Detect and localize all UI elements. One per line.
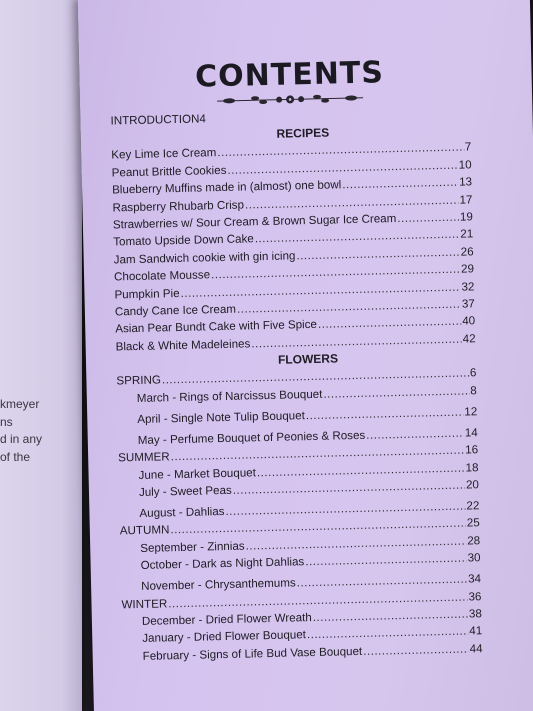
toc-entry-label: September - Zinnias — [140, 539, 245, 555]
toc-entry-label: Raspberry Rhubarb Crisp — [112, 198, 245, 215]
toc-entry-page: 34 — [467, 572, 482, 586]
toc-entry-page: 17 — [459, 192, 473, 207]
section-heading-flowers: FLOWERS — [277, 351, 339, 367]
dot-leader — [323, 382, 469, 403]
table-of-contents — [110, 104, 482, 665]
left-fragment-line: of the — [0, 449, 31, 464]
toc-entry-page: 22 — [466, 499, 480, 513]
toc-entry-label: Jam Sandwich cookie with gin icing — [113, 249, 296, 267]
toc-entry-label: Asian Pear Bundt Cake with Five Spice — [115, 318, 318, 336]
toc-entry-label: January - Dried Flower Bouquet — [142, 628, 307, 646]
toc-entry-page: 4 — [199, 112, 207, 126]
toc-entry-page: 44 — [469, 641, 483, 656]
toc-entry-page: 36 — [468, 589, 482, 604]
toc-entry-page: 10 — [458, 158, 472, 172]
toc-entry-label: Key Lime Ice Cream — [111, 146, 217, 162]
dot-leader — [366, 424, 464, 444]
toc-entry-page: 21 — [460, 227, 474, 241]
toc-entry-page: 32 — [461, 279, 475, 294]
toc-entry-page: 6 — [469, 366, 477, 380]
page-title: CONTENTS — [194, 55, 385, 95]
toc-entry-page: 42 — [462, 331, 476, 346]
toc-entry-label: Peanut Brittle Cookies — [111, 163, 227, 180]
toc-entry-page: 13 — [458, 175, 473, 189]
toc-entry-label: SPRING — [116, 373, 162, 388]
contents-page — [78, 0, 533, 711]
left-page — [0, 0, 82, 711]
toc-entry-label: May - Perfume Bouquet of Peonies & Roses — [137, 428, 366, 447]
toc-entry-label: Tomato Upside Down Cake — [113, 232, 254, 249]
left-fragment-line: kmeyer — [0, 397, 40, 411]
toc-entry-label: Chocolate Mousse — [113, 268, 211, 284]
left-page-text-fragment — [0, 396, 80, 466]
toc-entry-label: Candy Cane Ice Cream — [114, 302, 237, 319]
contents-body — [109, 54, 483, 665]
toc-entry-page: 37 — [461, 297, 475, 311]
toc-entry-page: 14 — [464, 426, 478, 440]
dot-leader — [397, 209, 459, 228]
left-fragment-line: ns — [0, 414, 13, 429]
toc-entry-page: 38 — [468, 607, 482, 621]
toc-entry-page: 16 — [465, 443, 479, 457]
toc-entry-page: 7 — [464, 140, 472, 154]
toc-entry-page: 12 — [464, 405, 478, 419]
toc-entry-label: Pumpkin Pie — [114, 286, 180, 301]
toc-entry-label: October - Dark as Night Dahlias — [140, 555, 305, 573]
left-fragment-line: d in any — [0, 432, 43, 446]
toc-entry-label: November - Chrysanthemums — [140, 576, 296, 594]
toc-entry-page: 28 — [467, 534, 481, 548]
toc-entry-label: March - Rings of Narcissus Bouquet — [136, 387, 323, 405]
toc-entry-page: 25 — [466, 516, 480, 530]
toc-entry-label: April - Single Note Tulip Bouquet — [137, 409, 305, 426]
toc-entry-label: July - Sweet Peas — [138, 483, 232, 499]
toc-entry-label: August - Dahlias — [139, 505, 225, 520]
toc-entry-page: 26 — [460, 245, 474, 259]
toc-entry-label: Black & White Madeleines — [115, 337, 251, 354]
toc-entry-label: WINTER — [121, 596, 168, 611]
toc-entry-page: 18 — [465, 460, 479, 475]
toc-entry-page: 8 — [470, 384, 477, 398]
toc-entry-label: December - Dried Flower Wreath — [141, 611, 312, 628]
toc-entry-page: 19 — [459, 210, 473, 224]
toc-entry-label: Strawberries w/ Sour Cream & Brown Sugar Ice Cream — [112, 212, 397, 232]
toc-entry-label: February - Signs of Life Bud Vase Bouquet — [142, 644, 363, 663]
toc-entry-label: INTRODUCTION — [110, 112, 200, 128]
toc-entry-label: SUMMER — [118, 450, 170, 465]
dot-leader — [306, 403, 464, 424]
toc-entry-page: 29 — [460, 262, 475, 276]
toc-entry-page: 41 — [469, 624, 483, 638]
toc-entry-label: Blueberry Muffins made in (almost) one bowl — [111, 178, 342, 197]
toc-entry-label: June - Market Bouquet — [138, 465, 257, 482]
dot-leader — [305, 550, 467, 571]
toc-entry-label: AUTUMN — [119, 523, 170, 538]
toc-entry-page: 30 — [467, 551, 481, 565]
dot-leader — [363, 640, 469, 660]
section-heading-recipes: RECIPES — [276, 125, 330, 141]
toc-entry-page: 40 — [462, 314, 476, 328]
toc-entry-page: 20 — [465, 478, 480, 492]
